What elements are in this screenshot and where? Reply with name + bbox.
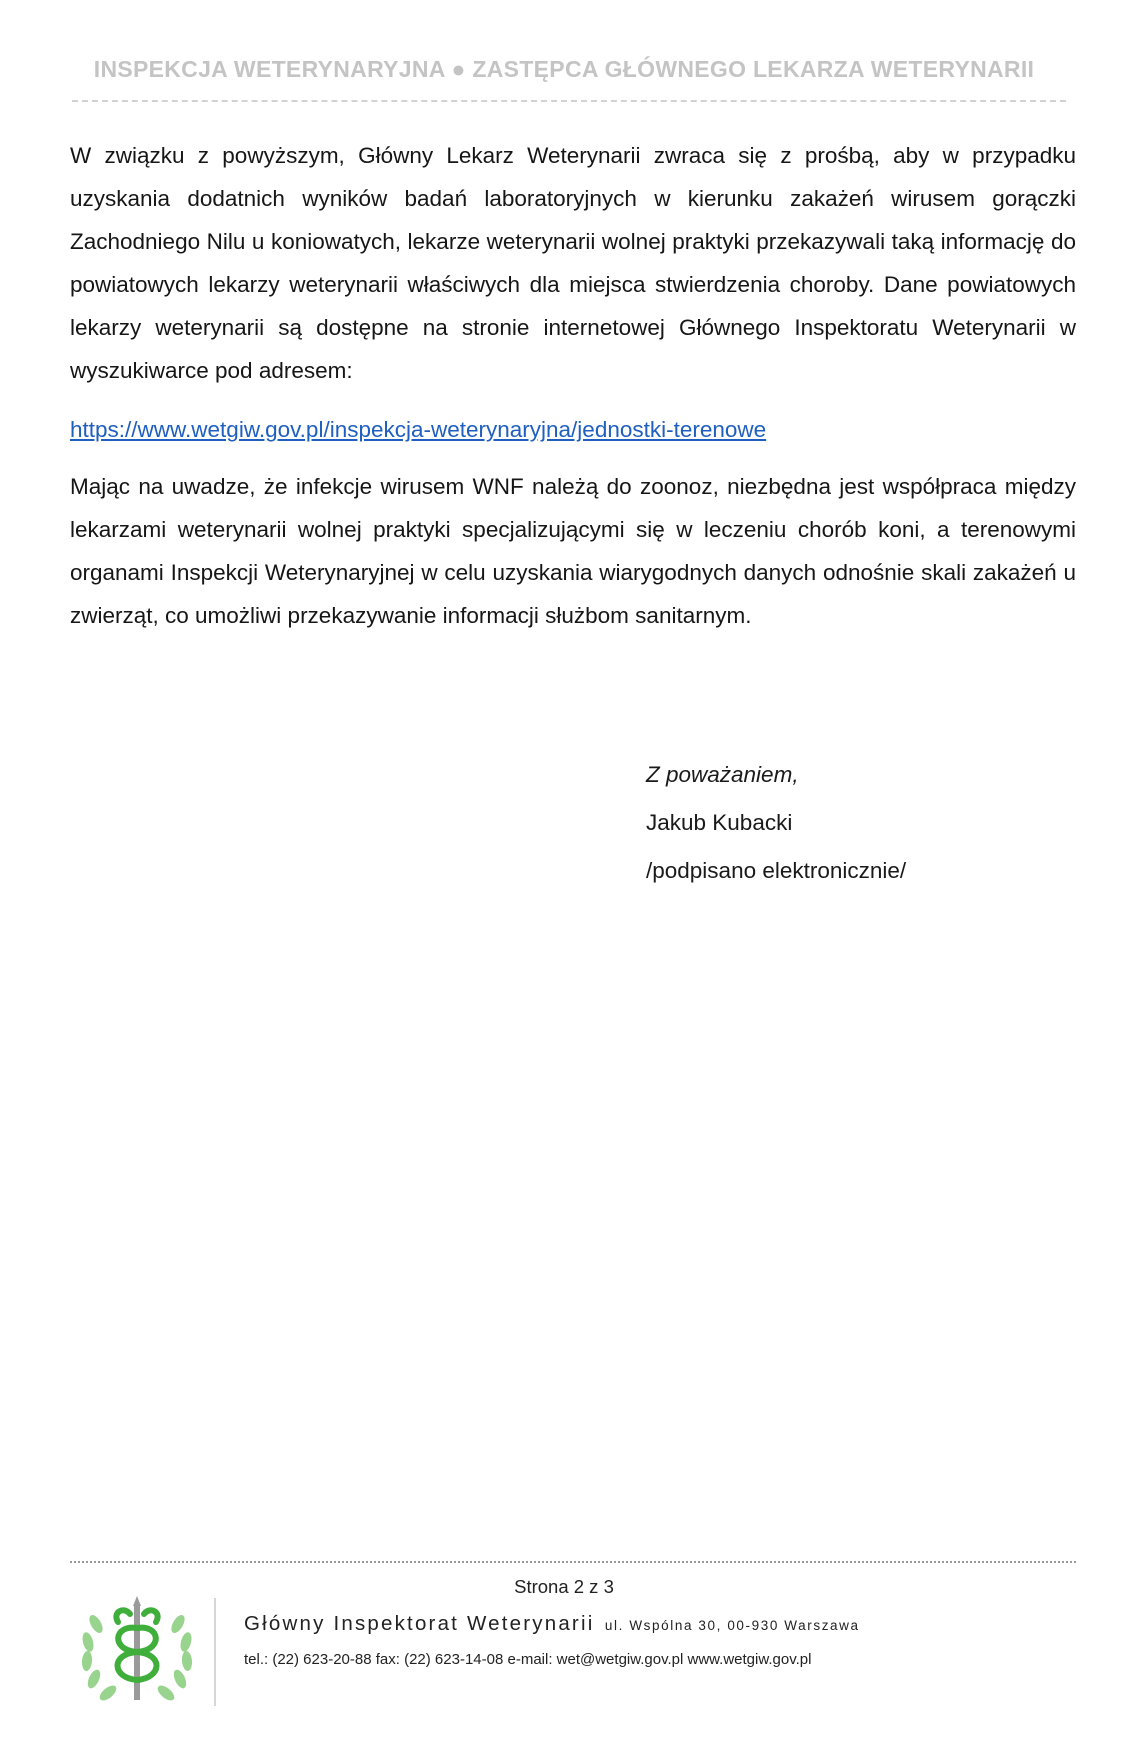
page-number: Strona 2 z 3	[514, 1576, 614, 1597]
org-name: Główny Inspektorat Weterynarii	[244, 1612, 595, 1635]
link-line	[70, 408, 1076, 451]
header-title: INSPEKCJA WETERYNARYJNA ● ZASTĘPCA GŁÓWNEGO LEKARZA WETERYNARII	[93, 56, 1035, 82]
footer-divider	[70, 1561, 1076, 1563]
signer-name: Jakub Kubacki	[646, 810, 793, 835]
jednostki-terenowe-link[interactable]: https://www.wetgiw.gov.pl/inspekcja-weterynaryjna/jednostki-terenowe	[70, 417, 767, 442]
footer-vertical-divider	[214, 1598, 216, 1706]
paragraph-cooperation: Mając na uwadze, że infekcje wirusem WNF należą do zoonoz, niezbędna jest współpraca między lekarzami weterynarii wolnej praktyki specjalizującymi się w leczeniu chorób koni, a terenowymi organami Inspekcji Weterynaryjnej w celu uzyskania wiarygodnych danych odnośnie skali zakażeń u zwierząt, co umożliwi przekazywanie informacji służbom sanitarnym.	[70, 474, 1076, 628]
header-divider	[72, 100, 1066, 102]
contact-info: tel.: (22) 623-20-88 fax: (22) 623-14-08 e-mail: wet@wetgiw.gov.pl www.wetgiw.gov.pl	[244, 1651, 812, 1668]
org-line	[244, 1612, 860, 1636]
closing-block	[646, 751, 906, 895]
closing-greeting: Z poważaniem,	[646, 762, 799, 787]
signature-note: /podpisano elektronicznie/	[646, 858, 907, 883]
letter-body	[70, 134, 1076, 637]
paragraph-request: W związku z powyższym, Główny Lekarz Weterynarii zwraca się z prośbą, aby w przypadku uzyskania dodatnich wyników badań laboratoryjnych w kierunku zakażeń wirusem gorączki Zachodniego Nilu u koniowatych, lekarze weterynarii wolnej praktyki przekazywali taką informację do powiatowych lekarzy weterynarii właściwych dla miejsca stwierdzenia choroby. Dane powiatowych lekarzy weterynarii są dostępne na stronie internetowej Głównego Inspektoratu Weterynarii w wyszukiwarce pod adresem:	[70, 143, 1076, 383]
caduceus-wreath-logo-icon	[74, 1594, 200, 1710]
org-address: ul. Wspólna 30, 00-930 Warszawa	[604, 1618, 860, 1633]
